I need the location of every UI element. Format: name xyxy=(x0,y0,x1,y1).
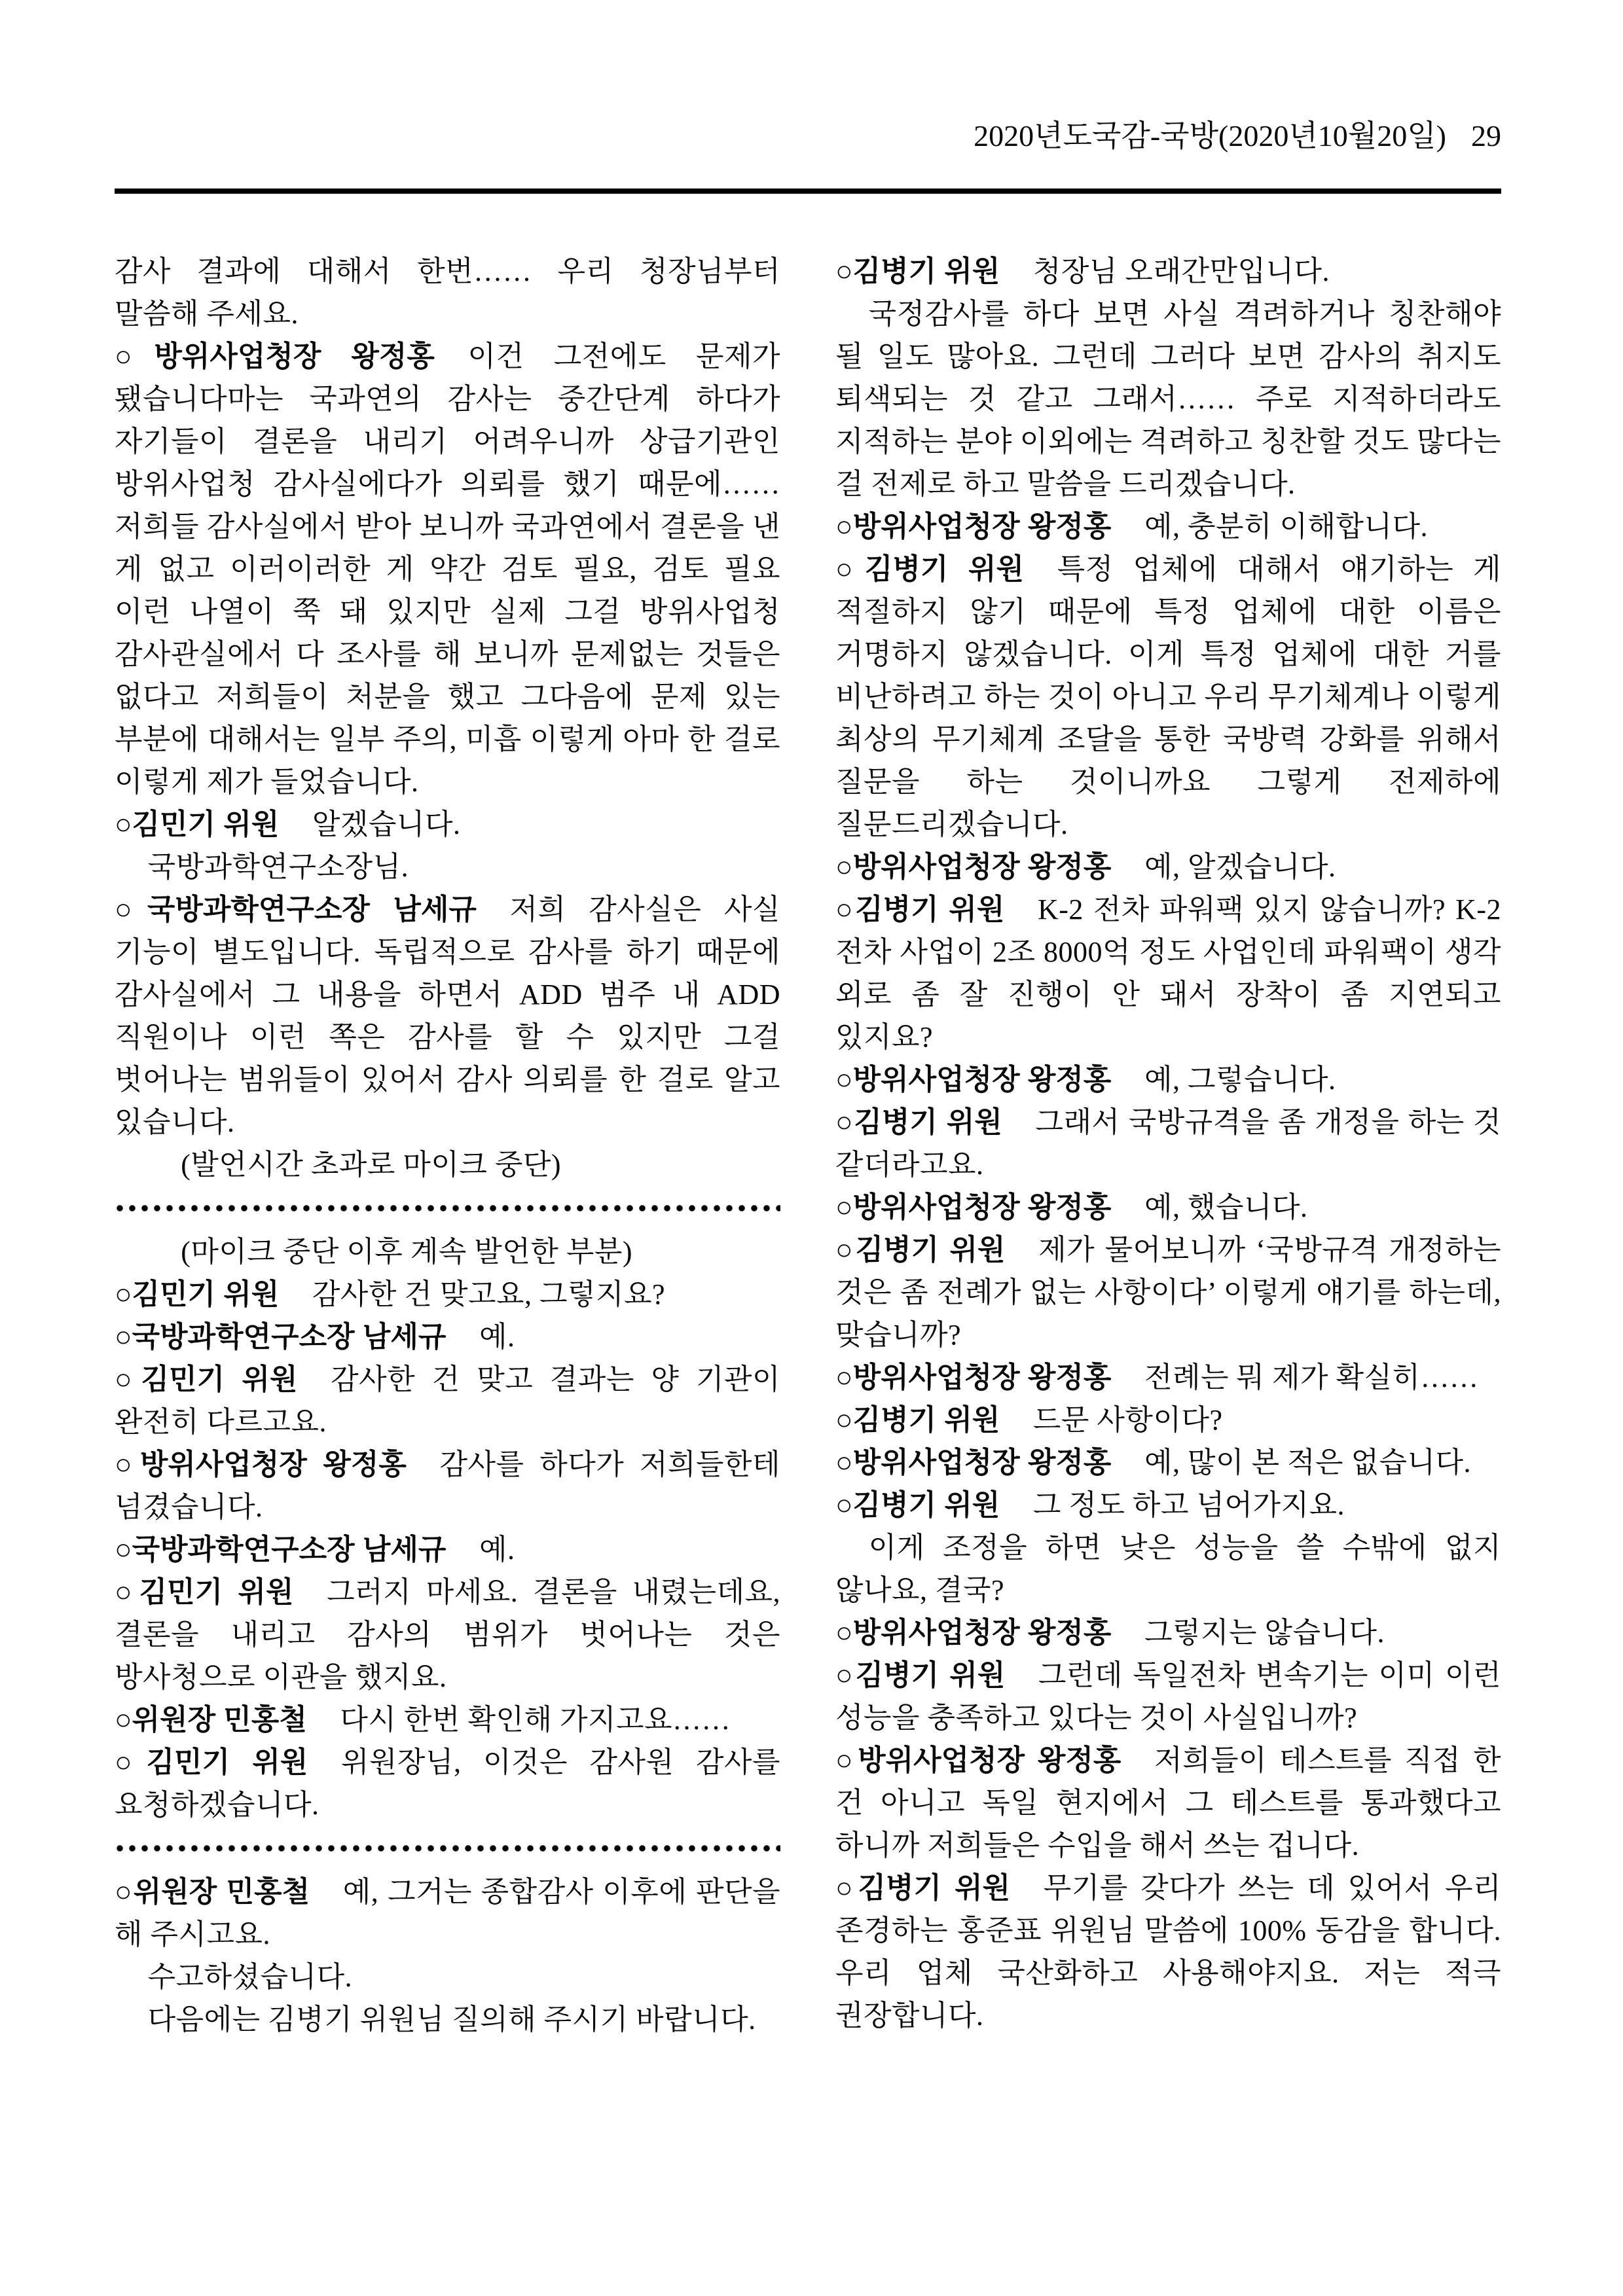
speaker-name: ○방위사업청장 왕정홍 xyxy=(835,1361,1112,1393)
speaker-name: ○방위사업청장 왕정홍 xyxy=(115,340,435,372)
column-left xyxy=(115,250,780,2041)
speech-paragraph: ○김민기 위원 그러지 마세요. 결론을 내렸는데요, 결론을 내리고 감사의 범위가 벗어나는 것은 방사청으로 이관을 했지요. xyxy=(115,1576,780,1693)
speaker-name: ○김민기 위원 xyxy=(115,1278,280,1310)
paragraph: (마이크 중단 이후 계속 발언한 부분) xyxy=(181,1236,633,1268)
speech-paragraph: ○김병기 위원 그 정도 하고 넘어가지요. xyxy=(835,1489,1345,1521)
speech-paragraph: ○김민기 위원 알겠습니다. xyxy=(115,808,461,840)
speech-paragraph: ○김병기 위원 그래서 국방규격을 좀 개정을 하는 것 같더라고요. xyxy=(835,1106,1501,1181)
two-column-body xyxy=(115,250,1501,2041)
speaker-name: ○김민기 위원 xyxy=(115,808,280,840)
speaker-name: ○방위사업청장 왕정홍 xyxy=(835,851,1112,883)
speaker-name: ○방위사업청장 왕정홍 xyxy=(835,1446,1112,1479)
speaker-name: ○국방과학연구소장 남세규 xyxy=(115,893,477,925)
speech-paragraph: ○김병기 위원 청장님 오래간만입니다. xyxy=(835,255,1330,287)
speech-paragraph: ○방위사업청장 왕정홍 저희들이 테스트를 직접 한 건 아니고 독일 현지에서 그 테스트를 통과했다고 하니까 저희들은 수입을 해서 쓰는 겁니다. xyxy=(835,1744,1501,1861)
header-rule xyxy=(115,188,1501,194)
speech-paragraph: ○국방과학연구소장 남세규 저희 감사실은 사실 기능이 별도입니다. 독립적으로 감사를 하기 때문에 감사실에서 그 내용을 하면서 ADD 범주 내 ADD 직원이나 이런 쪽은 감사를 할 수 있지만 그걸 벗어나는 범위들이 있어서 감사 의뢰를 한 걸로 알고 있습니다. xyxy=(115,893,780,1138)
speech-paragraph: ○김병기 위원 제가 물어보니까 ‘국방규격 개정하는 것은 좀 전례가 없는 사항이다’ 이렇게 얘기를 하는데, 맞습니까? xyxy=(835,1234,1501,1351)
speech-paragraph: ○방위사업청장 왕정홍 예, 알겠습니다. xyxy=(835,851,1336,883)
paragraph: 다음에는 김병기 위원님 질의해 주시기 바랍니다. xyxy=(147,2003,756,2036)
dotted-separator xyxy=(115,1843,780,1854)
speaker-name: ○위원장 민홍철 xyxy=(115,1876,310,1908)
speech-paragraph: ○김병기 위원 드문 사항이다? xyxy=(835,1404,1223,1436)
header-title: 2020년도국감-국방(2020년10월20일) xyxy=(974,119,1446,152)
speech-paragraph: ○위원장 민홍철 다시 한번 확인해 가지고요…… xyxy=(115,1704,731,1736)
speaker-name: ○방위사업청장 왕정홍 xyxy=(835,511,1112,543)
paragraph: 수고하셨습니다. xyxy=(147,1961,353,1993)
speaker-name: ○위원장 민홍철 xyxy=(115,1704,307,1736)
paragraph: 감사 결과에 대해서 한번…… 우리 청장님부터 말씀해 주세요. xyxy=(115,255,780,330)
speech-paragraph: ○김병기 위원 K-2 전차 파워팩 있지 않습니까? K-2 전차 사업이 2조 8000억 정도 사업인데 파워팩이 생각 외로 좀 잘 진행이 안 돼서 장착이 좀 지연되고 있지요? xyxy=(835,893,1501,1053)
speaker-name: ○김민기 위원 xyxy=(115,1746,308,1778)
speech-paragraph: ○방위사업청장 왕정홍 예, 그렇습니다. xyxy=(835,1064,1336,1096)
speaker-name: ○김병기 위원 xyxy=(835,1106,1002,1138)
speaker-name: ○김병기 위원 xyxy=(835,1489,1000,1521)
dotted-separator xyxy=(115,1203,780,1213)
speech-paragraph: ○방위사업청장 왕정홍 이건 그전에도 문제가 됐습니다마는 국과연의 감사는 중간단계 하다가 자기들이 결론을 내리기 어려우니까 상급기관인 방위사업청 감사실에다가 의뢰를 했기 때문에…… 저희들 감사실에서 받아 보니까 국과연에서 결론을 낸 게 없고 이러이러한 게 약간 검토 필요, 검토 필요 이런 나열이 쭉 돼 있지만 실제 그걸 방위사업청 감사관실에서 다 조사를 해 보니까 문제없는 것들은 없다고 저희들이 처분을 했고 그다음에 문제 있는 부분에 대해서는 일부 주의, 미흡 이렇게 아마 한 걸로 이렇게 제가 들었습니다. xyxy=(115,340,780,798)
column-right xyxy=(835,250,1501,2041)
page-header xyxy=(115,119,1501,153)
speaker-name: ○김병기 위원 xyxy=(835,1404,1000,1436)
speaker-name: ○방위사업청장 왕정홍 xyxy=(115,1448,407,1480)
speech-paragraph: ○김민기 위원 감사한 건 맞고요, 그렇지요? xyxy=(115,1278,665,1310)
speaker-name: ○방위사업청장 왕정홍 xyxy=(835,1744,1122,1776)
speech-paragraph: ○국방과학연구소장 남세규 예. xyxy=(115,1321,515,1353)
speaker-name: ○국방과학연구소장 남세규 xyxy=(115,1534,447,1566)
speech-paragraph: ○방위사업청장 왕정홍 그렇지는 않습니다. xyxy=(835,1617,1385,1649)
speaker-name: ○김병기 위원 xyxy=(835,893,1005,925)
speech-paragraph: ○김민기 위원 위원장님, 이것은 감사원 감사를 요청하겠습니다. xyxy=(115,1746,780,1821)
paragraph: 국방과학연구소장님. xyxy=(147,851,409,883)
speaker-name: ○김병기 위원 xyxy=(835,1234,1006,1266)
speech-paragraph: ○방위사업청장 왕정홍 예, 많이 본 적은 없습니다. xyxy=(835,1446,1471,1479)
speaker-name: ○방위사업청장 왕정홍 xyxy=(835,1064,1112,1096)
speech-paragraph: ○김병기 위원 무기를 갖다가 쓰는 데 있어서 우리 존경하는 홍준표 위원님 말씀에 100% 동감을 합니다. 우리 업체 국산화하고 사용해야지요. 저는 적극 권장합니다. xyxy=(835,1872,1501,2032)
speech-paragraph: ○국방과학연구소장 남세규 예. xyxy=(115,1534,515,1566)
speaker-name: ○김병기 위원 xyxy=(835,553,1024,585)
paragraph: 국정감사를 하다 보면 사실 격려하거나 칭찬해야 될 일도 많아요. 그런데 그러다 보면 감사의 취지도 퇴색되는 것 같고 그래서…… 주로 지적하더라도 지적하는 분야 이외에는 격려하고 칭찬할 것도 많다는 걸 전제로 하고 말씀을 드리겠습니다. xyxy=(835,298,1501,500)
paragraph: (발언시간 초과로 마이크 중단) xyxy=(181,1149,562,1181)
page-number: 29 xyxy=(1471,119,1501,152)
speaker-name: ○김민기 위원 xyxy=(115,1363,298,1395)
speaker-name: ○김병기 위원 xyxy=(835,255,1000,287)
speaker-name: ○방위사업청장 왕정홍 xyxy=(835,1617,1112,1649)
speech-paragraph: ○방위사업청장 왕정홍 전례는 뭐 제가 확실히…… xyxy=(835,1361,1479,1393)
speaker-name: ○방위사업청장 왕정홍 xyxy=(835,1191,1112,1223)
speaker-name: ○김민기 위원 xyxy=(115,1576,294,1608)
speaker-name: ○국방과학연구소장 남세규 xyxy=(115,1321,447,1353)
paragraph: 이게 조정을 하면 낮은 성능을 쓸 수밖에 없지 않나요, 결국? xyxy=(835,1532,1501,1606)
speaker-name: ○김병기 위원 xyxy=(835,1659,1006,1691)
speech-paragraph: ○김병기 위원 특정 업체에 대해서 얘기하는 게 적절하지 않기 때문에 특정 업체에 대한 이름은 거명하지 않겠습니다. 이게 특정 업체에 대한 거를 비난하려고 하는 것이 아니고 우리 무기체계나 이렇게 최상의 무기체계 조달을 통한 국방력 강화를 위해서 질문을 하는 것이니까요 그렇게 전제하에 질문드리겠습니다. xyxy=(835,553,1501,840)
speech-paragraph: ○방위사업청장 왕정홍 감사를 하다가 저희들한테 넘겼습니다. xyxy=(115,1448,780,1523)
speech-paragraph: ○김민기 위원 감사한 건 맞고 결과는 양 기관이 완전히 다르고요. xyxy=(115,1363,780,1438)
speaker-name: ○김병기 위원 xyxy=(835,1872,1011,1904)
speech-paragraph: ○방위사업청장 왕정홍 예, 충분히 이해합니다. xyxy=(835,511,1428,543)
speech-paragraph: ○위원장 민홍철 예, 그거는 종합감사 이후에 판단을 해 주시고요. xyxy=(115,1876,780,1950)
speech-paragraph: ○방위사업청장 왕정홍 예, 했습니다. xyxy=(835,1191,1308,1223)
speech-paragraph: ○김병기 위원 그런데 독일전차 변속기는 이미 이런 성능을 충족하고 있다는 것이 사실입니까? xyxy=(835,1659,1501,1734)
